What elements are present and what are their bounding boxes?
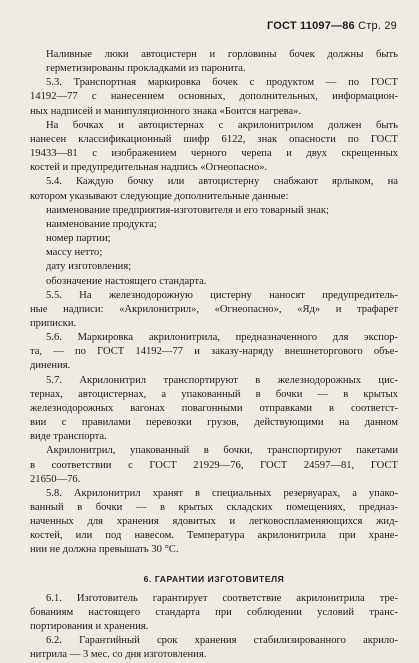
text-line: 5.7. Акрилонитрил транспортируют в железнодорожных цис- (46, 374, 398, 386)
text-line: динения. (30, 360, 71, 372)
text-line: дату изготовления; (46, 261, 132, 273)
text-line: та, — по ГОСТ 14192—77 и заказу-наряду внешнеторгового объе- (30, 346, 398, 358)
text-line: Наливные люки автоцистерн и горловины бочек должны быть (46, 49, 398, 60)
text-line: наименование продукта; (46, 218, 157, 230)
text-line: ных надписей и манипуляционного знака «Боится нагрева». (30, 105, 302, 117)
text-line: портирования и хранения. (30, 621, 149, 633)
text-line: в соответствии с ГОСТ 21929—76, ГОСТ 24597—81, ГОСТ (30, 459, 398, 471)
text-line: тернах, автоцистернах, а упакованный в бочки — в крытых (30, 388, 398, 400)
text-line: номер партии; (46, 233, 111, 245)
text-line: На бочках и автоцистернах с акрилонитрилом должен быть (46, 119, 398, 131)
text-line: 21650—76. (30, 473, 81, 485)
text-line: костей и предупредительная надпись «Огнеопасно». (30, 162, 268, 174)
page-header (267, 20, 397, 32)
text-line: бованиям настоящего стандарта при соблюдении условий транс- (30, 606, 398, 618)
section-heading: 6. ГАРАНТИИ ИЗГОТОВИТЕЛЯ (143, 573, 285, 584)
text-line: 5.5. На железнодорожную цистерну наносят предупредитель- (46, 289, 398, 301)
text-line: 5.8. Акрилонитрил хранят в специальных резервуарах, а упако- (46, 487, 398, 499)
text-line: 5.4. Каждую бочку или автоцистерну снабжают ярлыком, на (46, 176, 398, 188)
text-line: массу нетто; (46, 247, 103, 259)
text-line: 6.1. Изготовитель гарантирует соответствие акрилонитрила тре- (46, 592, 398, 604)
document-body (30, 48, 398, 663)
text-line: наименование предприятия-изготовителя и его товарный знак; (46, 204, 329, 216)
text-line: ванный в бочки — в крытых складских помещениях, предназ- (30, 502, 398, 513)
page-number: Стр. 29 (358, 20, 397, 32)
text-line: костей, или под навесом. Температура акрилонитрила при хране- (30, 530, 398, 542)
text-line: обозначение настоящего стандарта. (46, 275, 207, 287)
text-line: вии с правилами перевозки грузов, действующими на данном (30, 417, 398, 429)
text-line: железнодорожных вагонах повагонными отправками в соответст- (30, 402, 398, 414)
text-line: 14192—77 с нанесением основных, дополнительных, информацион- (30, 91, 398, 103)
text-line: ные надписи: «Акрилонитрил», «Огнеопасно», «Яд» и трафарет (30, 303, 398, 315)
text-line: 19433—81 с изображением черного черепа и двух скрещенных (30, 148, 398, 160)
standard-number: ГОСТ 11097—86 (266, 20, 355, 32)
text-line: герметизированы прокладками из паронита. (46, 63, 246, 75)
text-line: 6.2. Гарантийный срок хранения стабилизированного акрило- (46, 635, 398, 647)
text-line: нанесен классификационный шифр 6122, знак опасности по ГОСТ (30, 133, 398, 145)
text-line: Акрилонитрил, упакованный в бочки, транспортируют пакетами (46, 445, 398, 457)
text-line: 5.6. Маркировка акрилонитрила, предназначенного для экспор- (46, 332, 398, 344)
text-line: 5.3. Транспортная маркировка бочек с продуктом — по ГОСТ (46, 77, 398, 89)
text-line: виде транспорта. (30, 431, 107, 443)
text-line: нитрила — 3 мес. со дня изготовления. (30, 649, 207, 661)
text-line: котором указывают следующие дополнительные данные: (30, 190, 289, 202)
text-line: приписки. (30, 317, 77, 329)
text-line: нии не должна превышать 30 °С. (30, 544, 179, 556)
text-line: наченных для хранения ядовитых и легковоспламеняющихся жид- (30, 516, 398, 528)
